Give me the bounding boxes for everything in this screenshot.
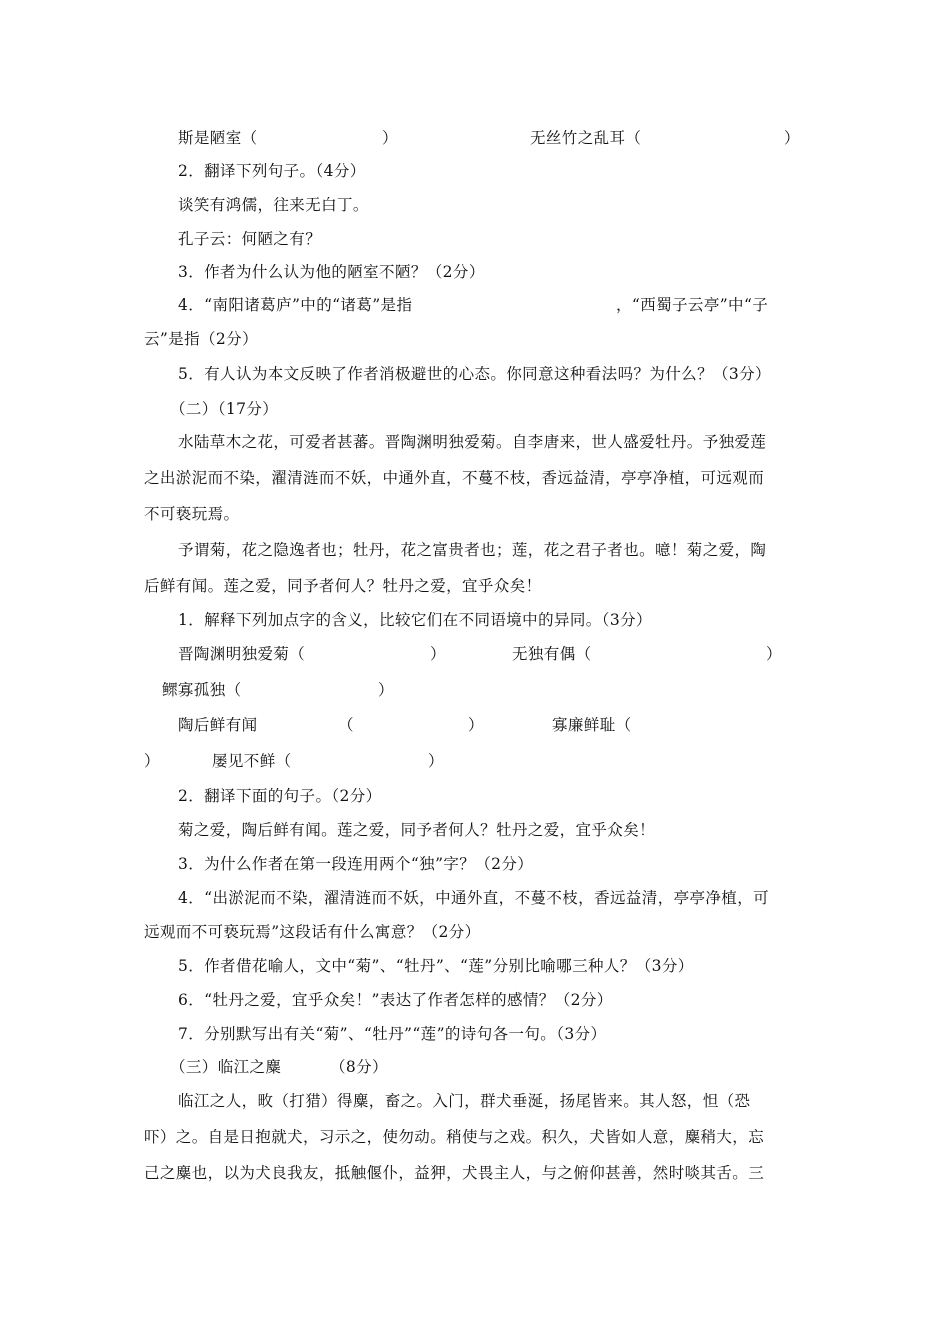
passage-2-line: 水陆草木之花，可爱者甚蕃。晋陶渊明独爱菊。自李唐来，世人盛爱牡丹。予独爱莲 <box>178 433 767 451</box>
word-item: 无独有偶（ <box>512 645 592 663</box>
s1-q5-prompt: 5．有人认为本文反映了作者消极避世的心态。你同意这种看法吗？为什么？（3分） <box>178 365 771 383</box>
word-item: 晋陶渊明独爱菊（ <box>178 645 306 663</box>
passage-2-line: 不可亵玩焉。 <box>144 505 240 523</box>
bracket-close: ） <box>428 752 444 770</box>
bracket-close: ） <box>144 752 160 770</box>
bracket-close: ） <box>766 645 782 663</box>
s2-q1-items-row4 <box>144 750 444 772</box>
passage-3-line: 吓）之。自是日抱就犬，习示之，使勿动。稍使与之戏。积久，犬皆如人意，麋稍大，忘 <box>144 1128 765 1146</box>
passage-2-line: 后鲜有闻。莲之爱，同予者何人？牡丹之爱，宜乎众矣！ <box>144 577 542 595</box>
s1-q3-prompt: 3．作者为什么认为他的陋室不陋？（2分） <box>178 263 485 281</box>
bracket-close: ） <box>468 716 484 734</box>
s2-q7-prompt: 7．分别默写出有关“菊”、“牡丹”“莲”的诗句各一句。（3分） <box>178 1025 607 1043</box>
word-item: 陶后鲜有闻 <box>178 716 258 734</box>
s2-q1-items-row2 <box>162 679 394 701</box>
question-text: 4．“南阳诸葛庐”中的“诸葛”是指 <box>178 296 413 314</box>
passage-2-line: 之出淤泥而不染，濯清涟而不妖，中通外直，不蔓不枝，香远益清，亭亭净植，可远观而 <box>144 469 765 487</box>
s1-q2-sentence-1: 谈笑有鸿儒，往来无白丁。 <box>178 196 369 214</box>
s1-q2-prompt: 2．翻译下列句子。（4分） <box>178 162 366 180</box>
s2-q2-prompt: 2．翻译下面的句子。（2分） <box>178 787 382 805</box>
s1-q4-line1 <box>178 294 769 316</box>
s1-q2-sentence-2: 孔子云：何陋之有？ <box>178 230 322 248</box>
s1-q1-line <box>178 127 800 149</box>
bracket-close: ） <box>378 681 394 699</box>
section-score: （8分） <box>330 1058 388 1076</box>
s2-q4-line2: 远观而不可亵玩焉”这段话有什么寓意？（2分） <box>144 923 481 941</box>
bracket-close: ） <box>382 129 398 147</box>
word-item: 寡廉鲜耻（ <box>552 716 632 734</box>
bracket-close: ） <box>784 129 800 147</box>
s2-q6-prompt: 6．“牡丹之爱，宜乎众矣！”表达了作者怎样的感情？（2分） <box>178 991 613 1009</box>
bracket-open: （ <box>338 716 354 734</box>
s2-q1-items-row3 <box>178 714 632 736</box>
passage-3-line: 临江之人，畋（打猎）得麋，畜之。入门，群犬垂涎，扬尾皆来。其人怒，怛（恐 <box>178 1092 751 1110</box>
section-2-heading: （二）（17分） <box>170 400 279 418</box>
s2-q5-prompt: 5．作者借花喻人，文中“菊”、“牡丹”、“莲”分别比喻哪三种人？（3分） <box>178 957 694 975</box>
word-item: 屡见不鲜（ <box>212 752 292 770</box>
section-3-heading <box>170 1056 388 1078</box>
bracket-close: ） <box>430 645 446 663</box>
section-title: （三）临江之麋 <box>170 1058 282 1076</box>
question-text: 无丝竹之乱耳（ <box>530 129 642 147</box>
s1-q4-line2: 云”是指（2分） <box>144 330 258 348</box>
s2-q3-prompt: 3．为什么作者在第一段连用两个“独”字？（2分） <box>178 855 534 873</box>
s2-q1-prompt: 1．解释下列加点字的含义，比较它们在不同语境中的异同。（3分） <box>178 611 652 629</box>
passage-2-line: 予谓菊，花之隐逸者也；牡丹，花之富贵者也；莲，花之君子者也。噫！菊之爱，陶 <box>178 541 767 559</box>
word-item: 鳏寡孤独（ <box>162 681 242 699</box>
s2-q4-line1: 4．“出淤泥而不染，濯清涟而不妖，中通外直，不蔓不枝，香远益清，亭亭净植，可 <box>178 889 769 907</box>
question-text: ，“西蜀子云亭”中“子 <box>616 296 769 314</box>
question-text: 斯是陋室（ <box>178 129 258 147</box>
passage-3-line: 己之麋也，以为犬良我友，抵触偃仆，益狎，犬畏主人，与之俯仰甚善，然时啖其舌。三 <box>144 1164 765 1182</box>
s2-q2-sentence: 菊之爱，陶后鲜有闻。莲之爱，同予者何人？牡丹之爱，宜乎众矣！ <box>178 821 656 839</box>
s2-q1-items-row1 <box>178 643 782 665</box>
